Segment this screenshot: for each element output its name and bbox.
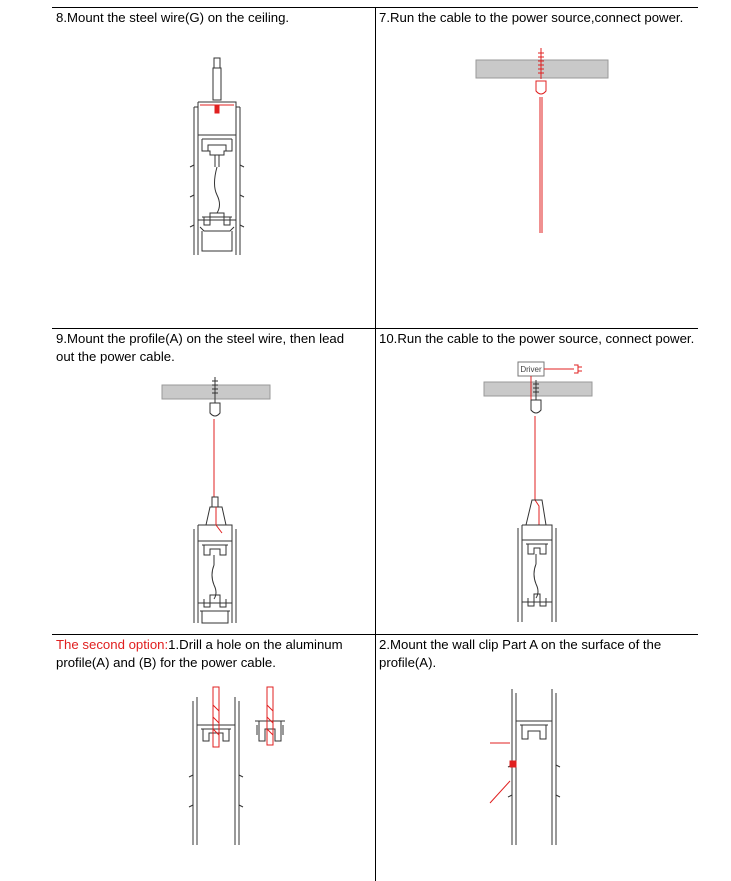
option2-step2-diagram (488, 685, 578, 850)
step8-text: 8.Mount the steel wire(G) on the ceiling. (56, 10, 290, 25)
step7-text: 7.Run the cable to the power source,connect power. (379, 10, 684, 25)
step7-diagram (474, 45, 614, 240)
option2-step1-text (56, 636, 376, 672)
option2-step1-diagram (185, 685, 305, 850)
driver-label: Driver (520, 365, 542, 374)
step9-text: 9.Mount the profile(A) on the steel wire, then lead out the power cable. (56, 331, 345, 364)
step8-diagram (180, 55, 260, 260)
option2-step1-body: 1.Drill a hole on the aluminum profile(A) and (B) for the power cable. (56, 637, 343, 670)
second-option-label: The second option: (56, 637, 169, 652)
step9-diagram (160, 375, 275, 625)
column-divider (375, 7, 376, 881)
step10-diagram (482, 360, 602, 625)
step10-text: 10.Run the cable to the power source, connect power. (379, 331, 695, 346)
ceiling-block (162, 385, 270, 399)
option2-step2-text: 2.Mount the wall clip Part A on the surface of the profile(A). (379, 637, 662, 670)
power-plug-icon (574, 365, 582, 373)
